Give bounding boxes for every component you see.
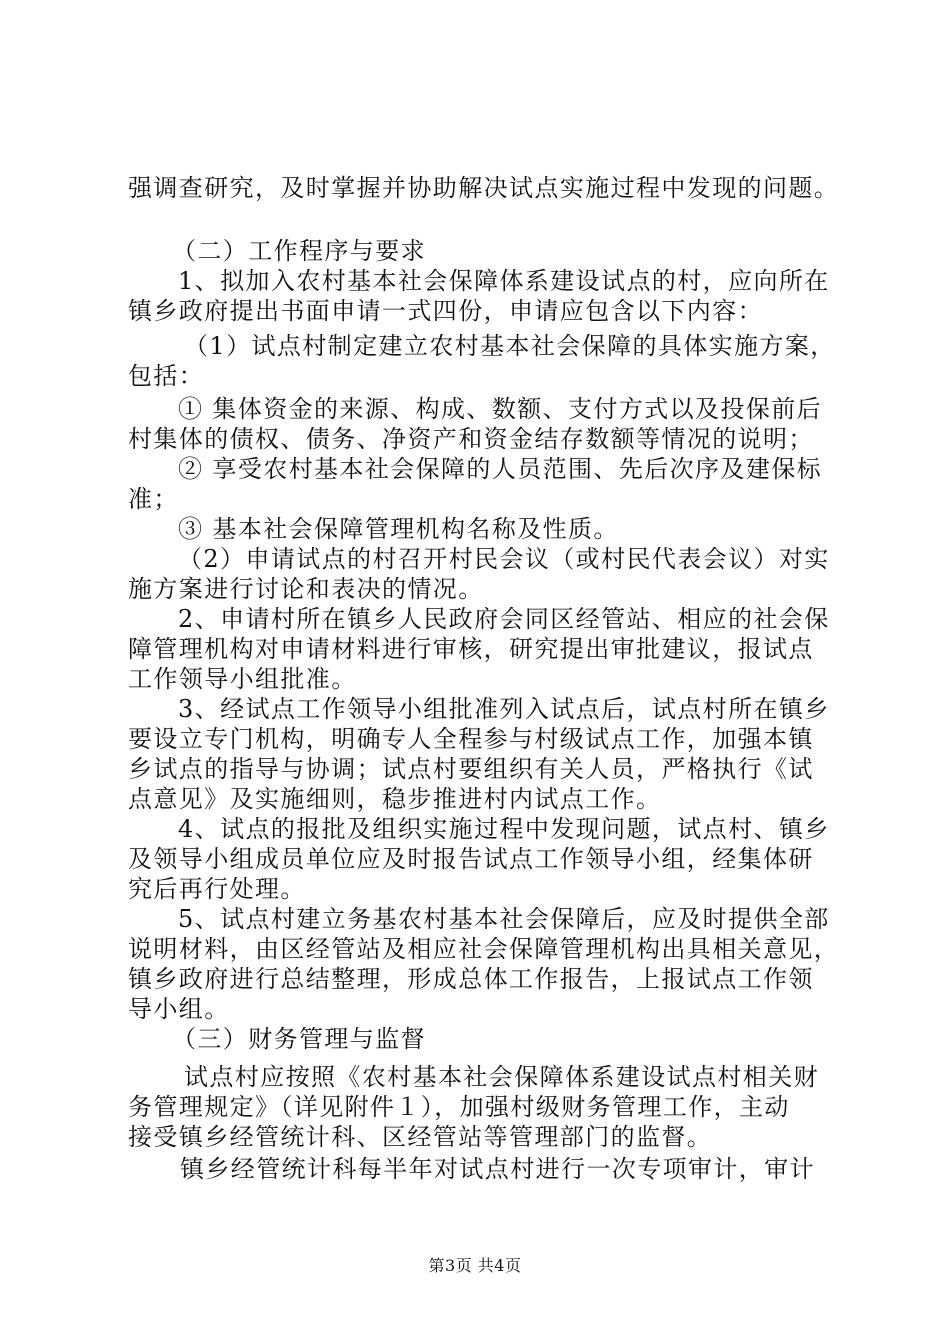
paragraph-line: 说明材料，由区经管站及相应社会保障管理机构出具相关意见， bbox=[128, 935, 840, 963]
paragraph-line: ③ 基本社会保障管理机构名称及性质。 bbox=[178, 515, 619, 543]
paragraph-line: 接受镇乡经管统计科、区经管站等管理部门的监督。 bbox=[128, 1123, 713, 1151]
paragraph-line: 包括： bbox=[128, 362, 205, 390]
paragraph-line: 4、试点的报批及组织实施过程中发现问题，试点村、镇乡 bbox=[178, 815, 830, 843]
paragraph-line: ② 享受农村基本社会保障的人员范围、先后次序及建保标 bbox=[178, 455, 823, 483]
paragraph-line: 3、经试点工作领导小组批准列入试点后，试点村所在镇乡 bbox=[178, 695, 830, 723]
section-heading: （二）工作程序与要求 bbox=[172, 237, 426, 265]
paragraph-line: 强调查研究，及时掌握并协助解决试点实施过程中发现的问题。 bbox=[128, 174, 840, 202]
paragraph-line: 乡试点的指导与协调；试点村要组织有关人员，严格执行《试 bbox=[128, 755, 814, 783]
paragraph-line: （1）试点村制定建立农村基本社会保障的具体实施方案， bbox=[184, 332, 836, 360]
paragraph-line: 施方案进行讨论和表决的情况。 bbox=[128, 575, 484, 603]
section-heading: （三）财务管理与监督 bbox=[172, 1025, 426, 1053]
paragraph-line: 导小组。 bbox=[128, 995, 230, 1023]
paragraph-line: 工作领导小组批准。 bbox=[128, 665, 357, 693]
paragraph-line: 究后再行处理。 bbox=[128, 875, 306, 903]
paragraph-line: 2、申请村所在镇乡人民政府会同区经管站、相应的社会保 bbox=[178, 605, 830, 633]
paragraph-line: 村集体的债权、债务、净资产和资金结存数额等情况的说明； bbox=[128, 425, 814, 453]
page-footer: 第3页 共4页 bbox=[428, 1256, 522, 1275]
paragraph-line: 务管理规定》（详见附件１），加强村级财务管理工作，主动 bbox=[128, 1093, 790, 1121]
paragraph-line: 障管理机构对申请材料进行审核，研究提出审批建议，报试点 bbox=[128, 635, 814, 663]
paragraph-line: 要设立专门机构，明确专人全程参与村级试点工作，加强本镇 bbox=[128, 725, 814, 753]
paragraph-line: 及领导小组成员单位应及时报告试点工作领导小组，经集体研 bbox=[128, 845, 814, 873]
paragraph-line: 镇乡政府进行总结整理，形成总体工作报告，上报试点工作领 bbox=[128, 965, 814, 993]
paragraph-line: （2）申请试点的村召开村民会议（或村民代表会议）对实 bbox=[178, 545, 830, 573]
paragraph-line: 镇乡政府提出书面申请一式四份，申请应包含以下内容： bbox=[128, 297, 763, 325]
paragraph-line: ① 集体资金的来源、构成、数额、支付方式以及投保前后 bbox=[178, 395, 823, 423]
paragraph-line: 镇乡经管统计科每半年对试点村进行一次专项审计，审计 bbox=[180, 1155, 815, 1183]
paragraph-line: 准； bbox=[128, 485, 179, 513]
paragraph-line: 点意见》及实施细则，稳步推进村内试点工作。 bbox=[128, 785, 662, 813]
paragraph-line: 1、拟加入农村基本社会保障体系建设试点的村，应向所在 bbox=[178, 267, 830, 295]
paragraph-line: 试点村应按照《农村基本社会保障体系建设试点村相关财 bbox=[184, 1063, 819, 1091]
paragraph-line: 5、试点村建立务基农村基本社会保障后，应及时提供全部 bbox=[178, 905, 830, 933]
